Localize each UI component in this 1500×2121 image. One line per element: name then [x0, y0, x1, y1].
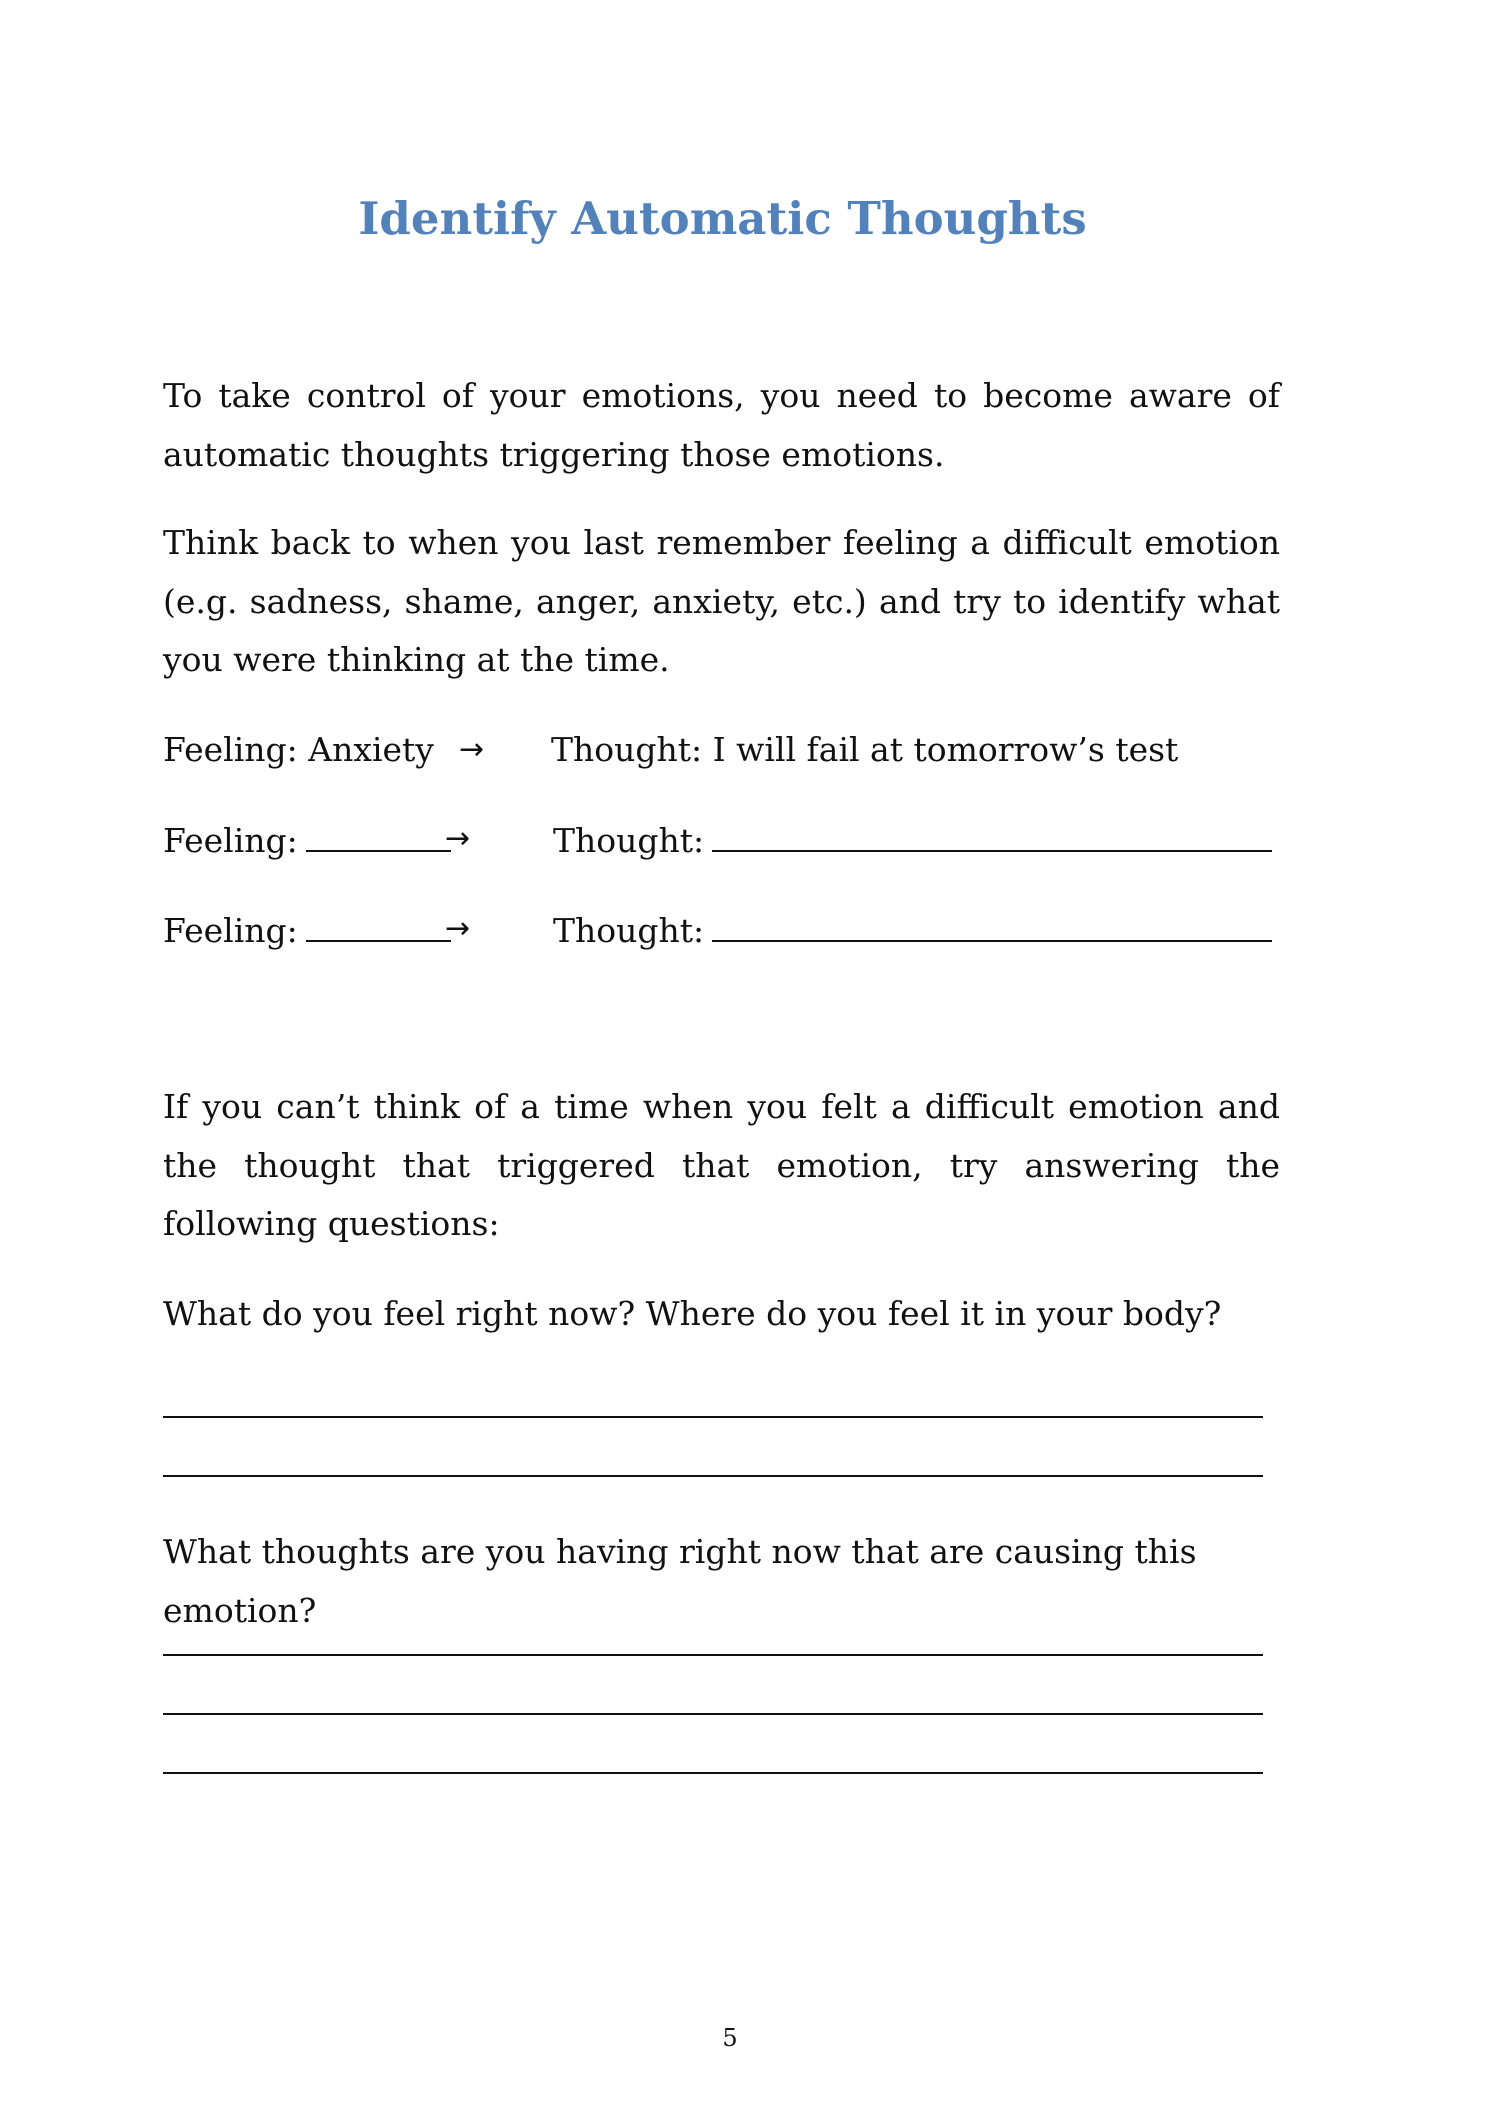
- arrow-icon: →: [459, 732, 485, 767]
- feeling-label: Feeling:: [163, 821, 298, 860]
- arrow-icon: →: [445, 821, 471, 856]
- instruction-paragraph: Think back to when you last remember feeling a difficult emotion (e.g. sadness, shame, anger, anxiety, etc.) and try to identify what you were thinking at the time.: [163, 523, 1280, 679]
- feeling-blank[interactable]: [306, 814, 451, 852]
- example-thought: Thought: I will fail at tomorrow’s test: [551, 730, 1179, 769]
- thought-blank[interactable]: [712, 814, 1272, 852]
- example-row: [163, 725, 1303, 775]
- answer-line[interactable]: [163, 1416, 1263, 1418]
- answer-line[interactable]: [163, 1654, 1263, 1656]
- answer-line[interactable]: [163, 1713, 1263, 1715]
- intro-paragraph: To take control of your emotions, you need to become aware of automatic thoughts triggering those emotions.: [163, 376, 1280, 474]
- example-feeling: Feeling: Anxiety: [163, 730, 434, 769]
- question-1: What do you feel right now? Where do you feel it in your body?: [163, 1294, 1222, 1333]
- feeling-blank[interactable]: [306, 904, 451, 942]
- answer-line[interactable]: [163, 1475, 1263, 1477]
- thought-label: Thought:: [553, 821, 705, 860]
- thought-blank[interactable]: [712, 904, 1272, 942]
- blank-row: [163, 814, 1303, 864]
- page-title: Identify Automatic Thoughts: [358, 192, 1087, 245]
- fallback-paragraph: If you can’t think of a time when you felt a difficult emotion and the thought that triggered that emotion, try answering the following questions:: [163, 1087, 1280, 1243]
- page-number: 5: [722, 2024, 738, 2052]
- arrow-icon: →: [445, 911, 471, 946]
- blank-row: [163, 904, 1303, 954]
- thought-label: Thought:: [553, 911, 705, 950]
- answer-line[interactable]: [163, 1772, 1263, 1774]
- feeling-label: Feeling:: [163, 911, 298, 950]
- question-2: What thoughts are you having right now that are causing this emotion?: [163, 1532, 1197, 1630]
